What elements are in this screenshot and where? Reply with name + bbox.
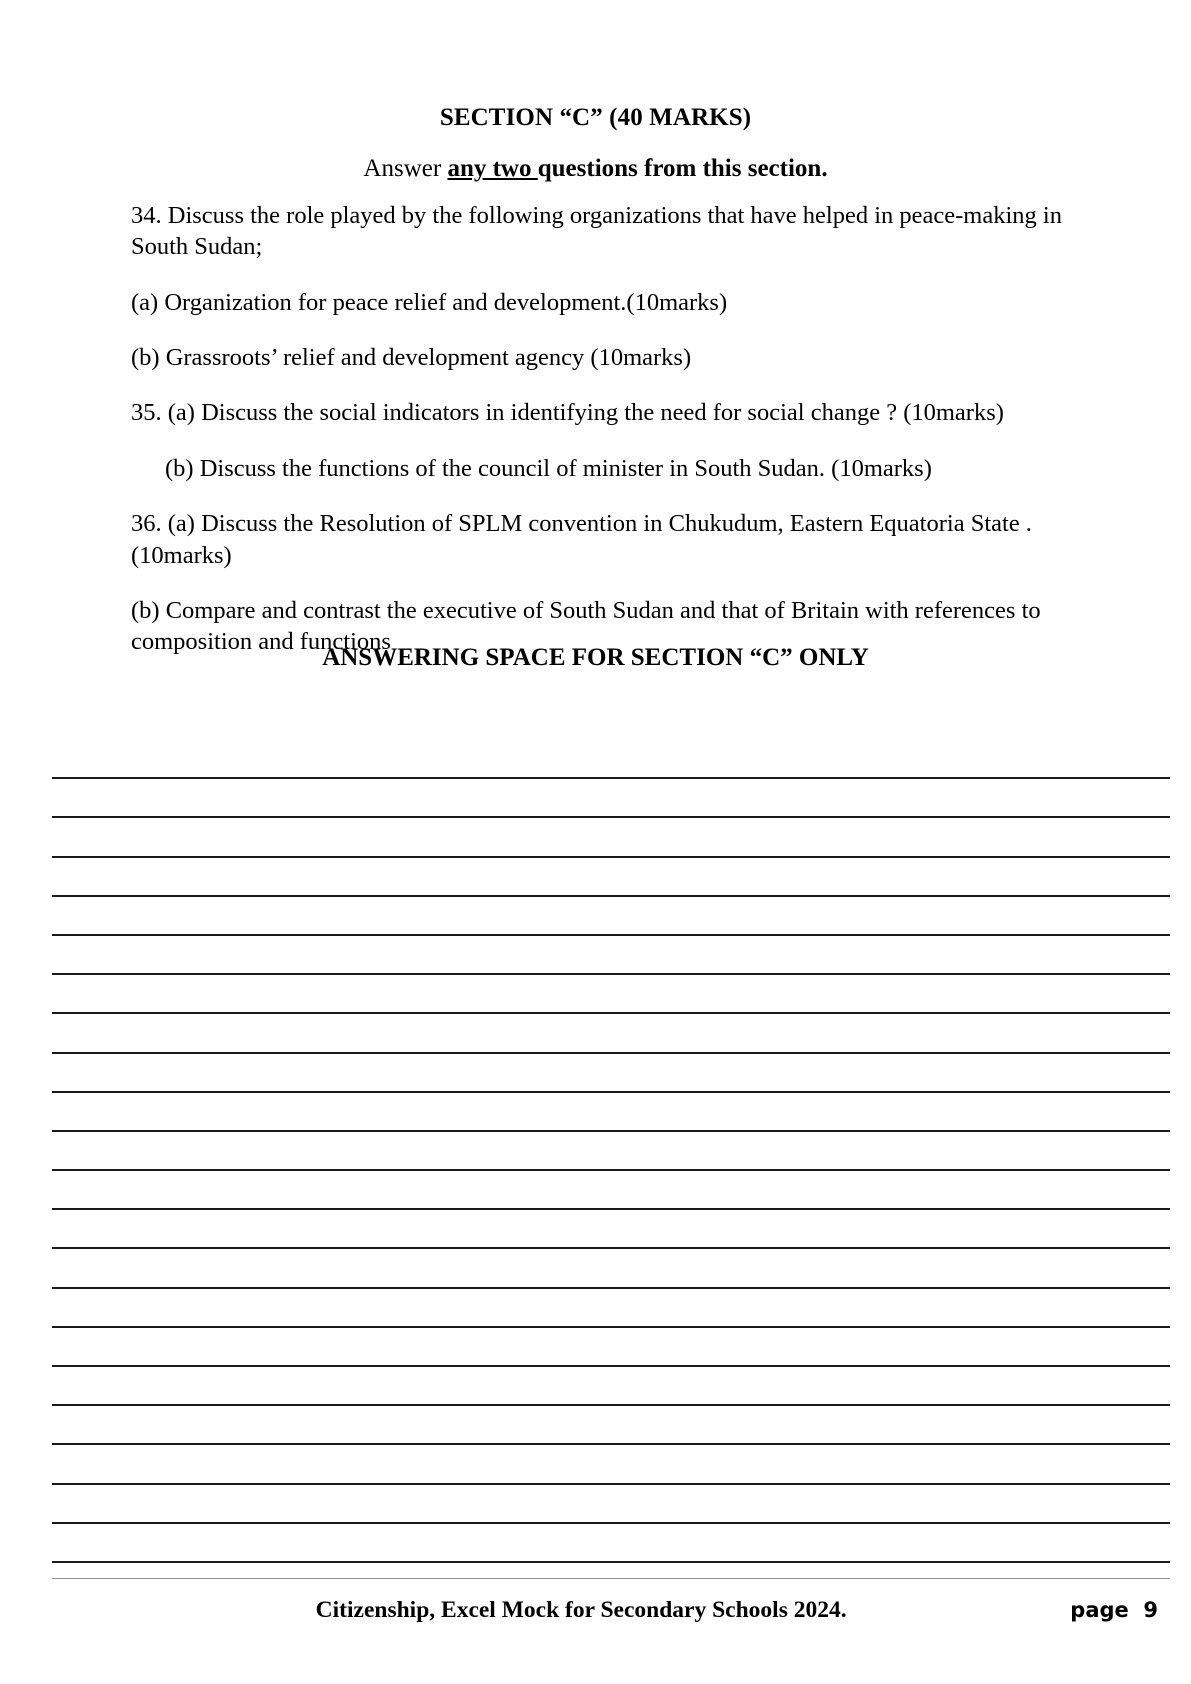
- answer-line: [52, 1406, 1170, 1445]
- question-item: (b) Discuss the functions of the council of minister in South Sudan. (10marks): [165, 454, 932, 482]
- answer-line: [52, 1328, 1170, 1367]
- answer-line: [52, 1210, 1170, 1249]
- question-list: [131, 200, 1083, 682]
- question-item: 35. (a) Discuss the social indicators in identifying the need for social change ? (10marks): [131, 399, 1004, 427]
- answer-line: [52, 1289, 1170, 1328]
- page-footer: [52, 1597, 1170, 1624]
- question-item: 36. (a) Discuss the Resolution of SPLM convention in Chukudum, Eastern Equatoria State . (10marks): [131, 510, 1032, 569]
- answer-ruled-lines: [52, 740, 1170, 1563]
- answer-line: [52, 1093, 1170, 1132]
- answer-line: [52, 779, 1170, 818]
- answer-line: [52, 1485, 1170, 1524]
- answer-line: [52, 1524, 1170, 1563]
- answer-line: [52, 936, 1170, 975]
- answer-instruction: [0, 155, 1191, 183]
- instruction-emphasis: any two: [447, 155, 538, 182]
- page-number: page 9: [1070, 1598, 1158, 1622]
- answer-line: [52, 975, 1170, 1014]
- question-item: (b) Grassroots’ relief and development agency (10marks): [131, 344, 692, 372]
- answer-line: [52, 1367, 1170, 1406]
- answer-line: [52, 1445, 1170, 1484]
- answer-line: [52, 897, 1170, 936]
- page-title: SECTION “C” (40 MARKS): [439, 104, 752, 131]
- question-item: (a) Organization for peace relief and development.(10marks): [131, 288, 728, 316]
- answer-line: [52, 740, 1170, 779]
- answer-line: [52, 1171, 1170, 1210]
- answer-line: [52, 858, 1170, 897]
- question-item: (b) Compare and contrast the executive of South Sudan and that of Britain with references to composition and functions: [131, 596, 1041, 656]
- instruction-lead: Answer: [363, 155, 448, 182]
- answer-line: [52, 1054, 1170, 1093]
- answer-line: [52, 1249, 1170, 1288]
- answer-line: [52, 818, 1170, 857]
- question-item: 34. Discuss the role played by the following organizations that have helped in peace-making in South Sudan;: [131, 202, 1062, 261]
- answering-space-heading: ANSWERING SPACE FOR SECTION “C” ONLY: [322, 644, 869, 671]
- answer-line: [52, 1014, 1170, 1053]
- footer-divider: [52, 1578, 1170, 1579]
- footer-title: Citizenship, Excel Mock for Secondary Schools 2024.: [315, 1597, 847, 1623]
- answer-line: [52, 1132, 1170, 1171]
- instruction-rest: questions from this section.: [537, 155, 828, 182]
